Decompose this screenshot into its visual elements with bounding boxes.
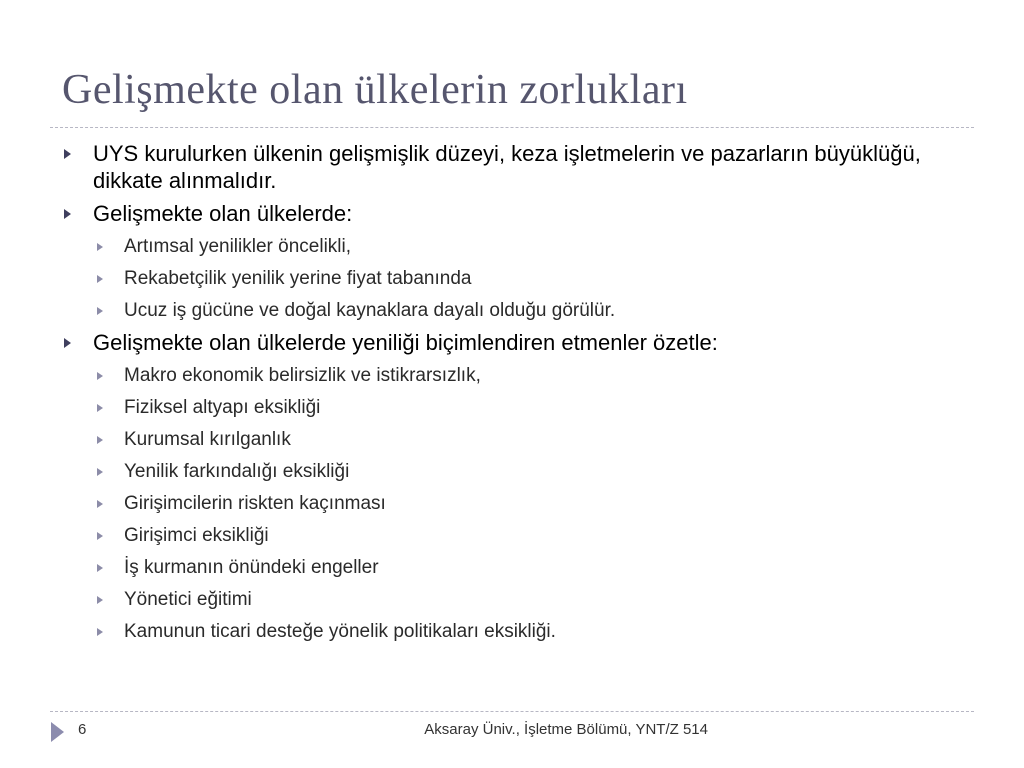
footer-text: Aksaray Üniv., İşletme Bölümü, YNT/Z 514: [424, 721, 708, 738]
bullet-arrow-icon: [64, 338, 71, 348]
sub-bullet-item: [62, 235, 962, 259]
sub-bullet-text: Kamunun ticari desteğe yönelik politikaları eksikliği.: [124, 621, 556, 642]
sub-bullet-text: Ucuz iş gücüne ve doğal kaynaklara dayalı olduğu görülür.: [124, 300, 616, 321]
bullet-text: UYS kurulurken ülkenin gelişmişlik düzeyi, keza işletmelerin ve pazarların büyüklüğü, dikkate alınmalıdır.: [93, 141, 921, 193]
sub-bullet-item: [62, 620, 962, 644]
sub-bullet-item: [62, 588, 962, 612]
footer-arrow-icon: [51, 722, 64, 742]
sub-bullet-text: Fiziksel altyapı eksikliği: [124, 397, 321, 418]
sub-bullet-item: [62, 556, 962, 580]
sub-bullet-text: Yenilik farkındalığı eksikliği: [124, 461, 350, 482]
sub-bullet-arrow-icon: [97, 372, 103, 380]
sub-bullet-arrow-icon: [97, 404, 103, 412]
bullet-item: [62, 329, 962, 356]
sub-bullet-item: [62, 267, 962, 291]
bullet-list: [62, 140, 962, 644]
title-divider: [50, 127, 974, 128]
sub-bullet-text: Makro ekonomik belirsizlik ve istikrarsızlık,: [124, 365, 481, 386]
sub-bullet-text: Girişimcilerin riskten kaçınması: [124, 493, 386, 514]
sub-bullet-arrow-icon: [97, 243, 103, 251]
footer-divider: [50, 711, 974, 712]
bullet-text: Gelişmekte olan ülkelerde yeniliği biçimlendiren etmenler özetle:: [93, 330, 718, 355]
sub-bullet-item: [62, 524, 962, 548]
sub-bullet-arrow-icon: [97, 532, 103, 540]
sub-bullet-text: İş kurmanın önündeki engeller: [124, 557, 379, 578]
sub-bullet-arrow-icon: [97, 436, 103, 444]
sub-bullet-arrow-icon: [97, 596, 103, 604]
sub-bullet-arrow-icon: [97, 628, 103, 636]
sub-bullet-text: Girişimci eksikliği: [124, 525, 269, 546]
sub-bullet-text: Artımsal yenilikler öncelikli,: [124, 236, 352, 257]
sub-bullet-arrow-icon: [97, 307, 103, 315]
bullet-arrow-icon: [64, 209, 71, 219]
slide-title: Gelişmekte olan ülkelerin zorlukları: [62, 67, 688, 113]
sub-bullet-item: [62, 299, 962, 323]
slide-number: 6: [78, 721, 87, 738]
sub-bullet-item: [62, 396, 962, 420]
sub-bullet-arrow-icon: [97, 564, 103, 572]
sub-bullet-item: [62, 364, 962, 388]
bullet-item: [62, 200, 962, 227]
sub-bullet-text: Yönetici eğitimi: [124, 589, 252, 610]
bullet-arrow-icon: [64, 149, 71, 159]
bullet-item: [62, 140, 962, 194]
sub-bullet-text: Rekabetçilik yenilik yerine fiyat tabanında: [124, 268, 472, 289]
sub-bullet-item: [62, 460, 962, 484]
sub-bullet-item: [62, 492, 962, 516]
sub-bullet-text: Kurumsal kırılganlık: [124, 429, 291, 450]
sub-bullet-item: [62, 428, 962, 452]
sub-bullet-arrow-icon: [97, 500, 103, 508]
sub-bullet-arrow-icon: [97, 468, 103, 476]
sub-bullet-arrow-icon: [97, 275, 103, 283]
bullet-text: Gelişmekte olan ülkelerde:: [93, 201, 353, 226]
